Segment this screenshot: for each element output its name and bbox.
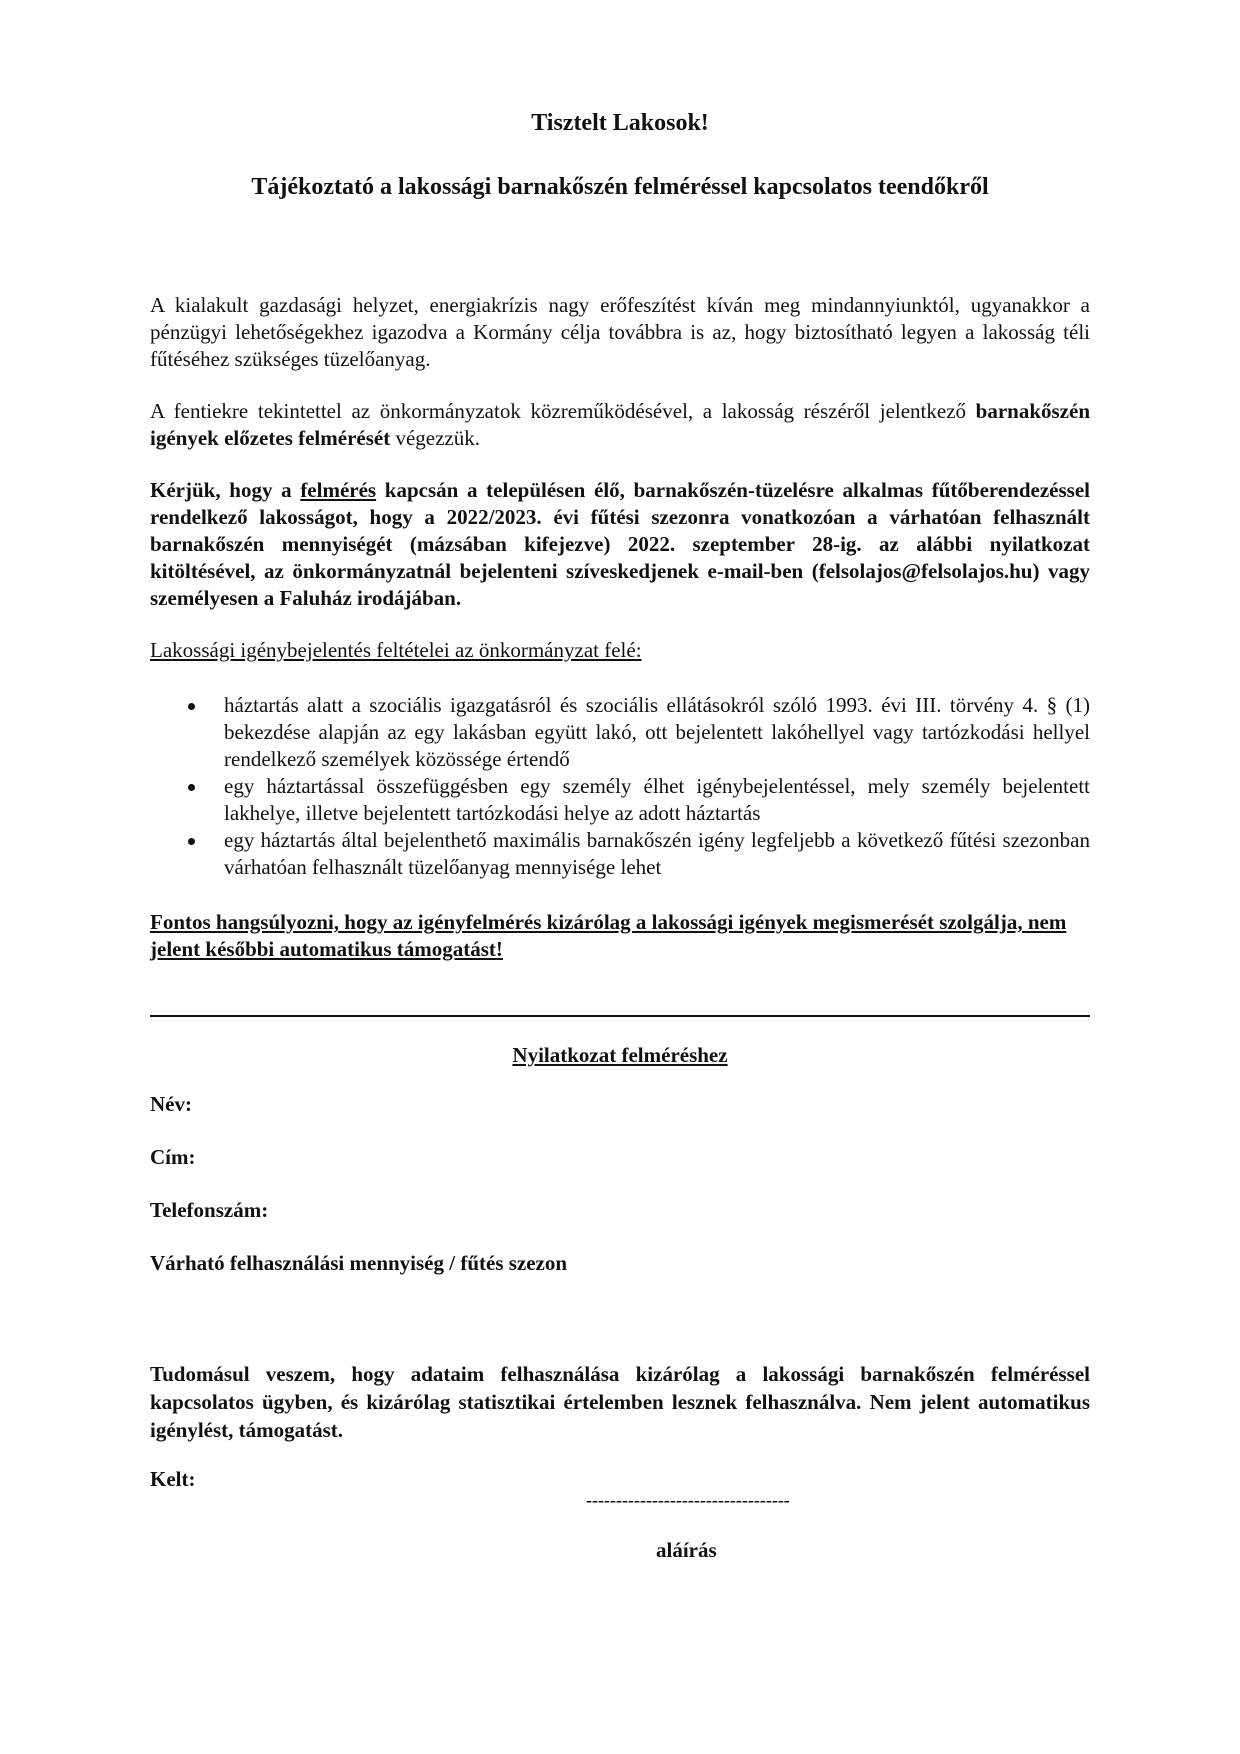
bullet-icon <box>188 703 195 710</box>
form-title: Nyilatkozat felméréshez <box>512 1043 728 1067</box>
document-subtitle: Tájékoztató a lakossági barnakőszén felméréssel kapcsolatos teendőkről <box>251 174 989 200</box>
conditions-list <box>150 692 1090 881</box>
greeting-title: Tisztelt Lakosok! <box>531 110 709 136</box>
request-paragraph-text-1: Kérjük, hogy a <box>150 478 301 502</box>
survey-paragraph-bold: barnakőszén igények előzetes felmérését <box>150 399 1090 450</box>
condition-text: egy háztartás által bejelenthető maximális barnakőszén igény legfeljebb a következő fűtési szezonban várhatóan felhasznált tüzelőanyag mennyisége lehet <box>224 828 1090 879</box>
address-field-label: Cím: <box>150 1145 196 1169</box>
section-divider <box>150 1015 1090 1017</box>
intro-paragraph: A kialakult gazdasági helyzet, energiakrízis nagy erőfeszítést kíván meg mindannyiunktól, ugyanakkor a pénzügyi lehetőségekhez igazodva a Kormány célja továbbra is az, hogy biztosítható legyen a lakosság téli fűtéséhez szükséges tüzelőanyag. <box>150 293 1090 371</box>
bullet-icon <box>188 784 195 791</box>
condition-item <box>150 827 1090 881</box>
request-paragraph <box>150 477 1090 612</box>
survey-paragraph-text-1: A fentiekre tekintettel az önkormányzatok közreműködésével, a lakosság részéről jelentkező <box>150 399 976 423</box>
request-paragraph-text-2: kapcsán a településen élő, barnakőszén-tüzelésre alkalmas fűtőberendezéssel rendelkező lakosságot, hogy a 2022/2023. évi fűtési szezonra vonatkozóan a várhatóan felhasznált barnakőszén mennyiségét (mázsában kifejezve) 2022. szeptember 28-ig. az alábbi nyilatkozat kitöltésével, az önkormányzatnál bejelenteni szíveskedjenek e-mail-ben (felsolajos@felsolajos.hu) vagy személyesen a Faluház irodájában. <box>150 478 1090 610</box>
document-page <box>150 96 1090 1493</box>
condition-text: egy háztartással összefüggésben egy személy élhet igénybejelentéssel, mely személy bejelentett lakhelye, illetve bejelentett tartózkodási helye az adott háztartás <box>224 774 1090 825</box>
condition-item <box>150 773 1090 827</box>
signature-label: aláírás <box>656 1538 717 1562</box>
date-field-label: Kelt: <box>150 1467 196 1491</box>
survey-paragraph-text-2: végezzük. <box>390 426 481 450</box>
signature-line: ---------------------------------- <box>586 1490 790 1510</box>
survey-paragraph <box>150 398 1090 452</box>
declaration-text: Tudomásul veszem, hogy adataim felhasználása kizárólag a lakossági barnakőszén felméréssel kapcsolatos ügyben, és kizárólag statisztikai értelemben lesznek felhasználva. Nem jelent automatikus igénylést, támogatást. <box>150 1362 1090 1442</box>
name-field-label: Név: <box>150 1092 192 1116</box>
important-note: Fontos hangsúlyozni, hogy az igényfelmérés kizárólag a lakossági igények megismerését szolgálja, nem jelent későbbi automatikus támogatást! <box>150 910 1067 961</box>
condition-item <box>150 692 1090 773</box>
quantity-field-label: Várható felhasználási mennyiség / fűtés szezon <box>150 1251 568 1275</box>
conditions-title: Lakossági igénybejelentés feltételei az önkormányzat felé: <box>150 638 642 662</box>
condition-text: háztartás alatt a szociális igazgatásról és szociális ellátásokról szóló 1993. évi III. törvény 4. § (1) bekezdése alapján az egy lakásban együtt lakó, ott bejelentett lakóhellyel vagy tartózkodási hellyel rendelkező személyek közössége értendő <box>224 693 1090 771</box>
bullet-icon <box>188 838 195 845</box>
request-paragraph-underlined: felmérés <box>300 478 377 502</box>
phone-field-label: Telefonszám: <box>150 1198 269 1222</box>
